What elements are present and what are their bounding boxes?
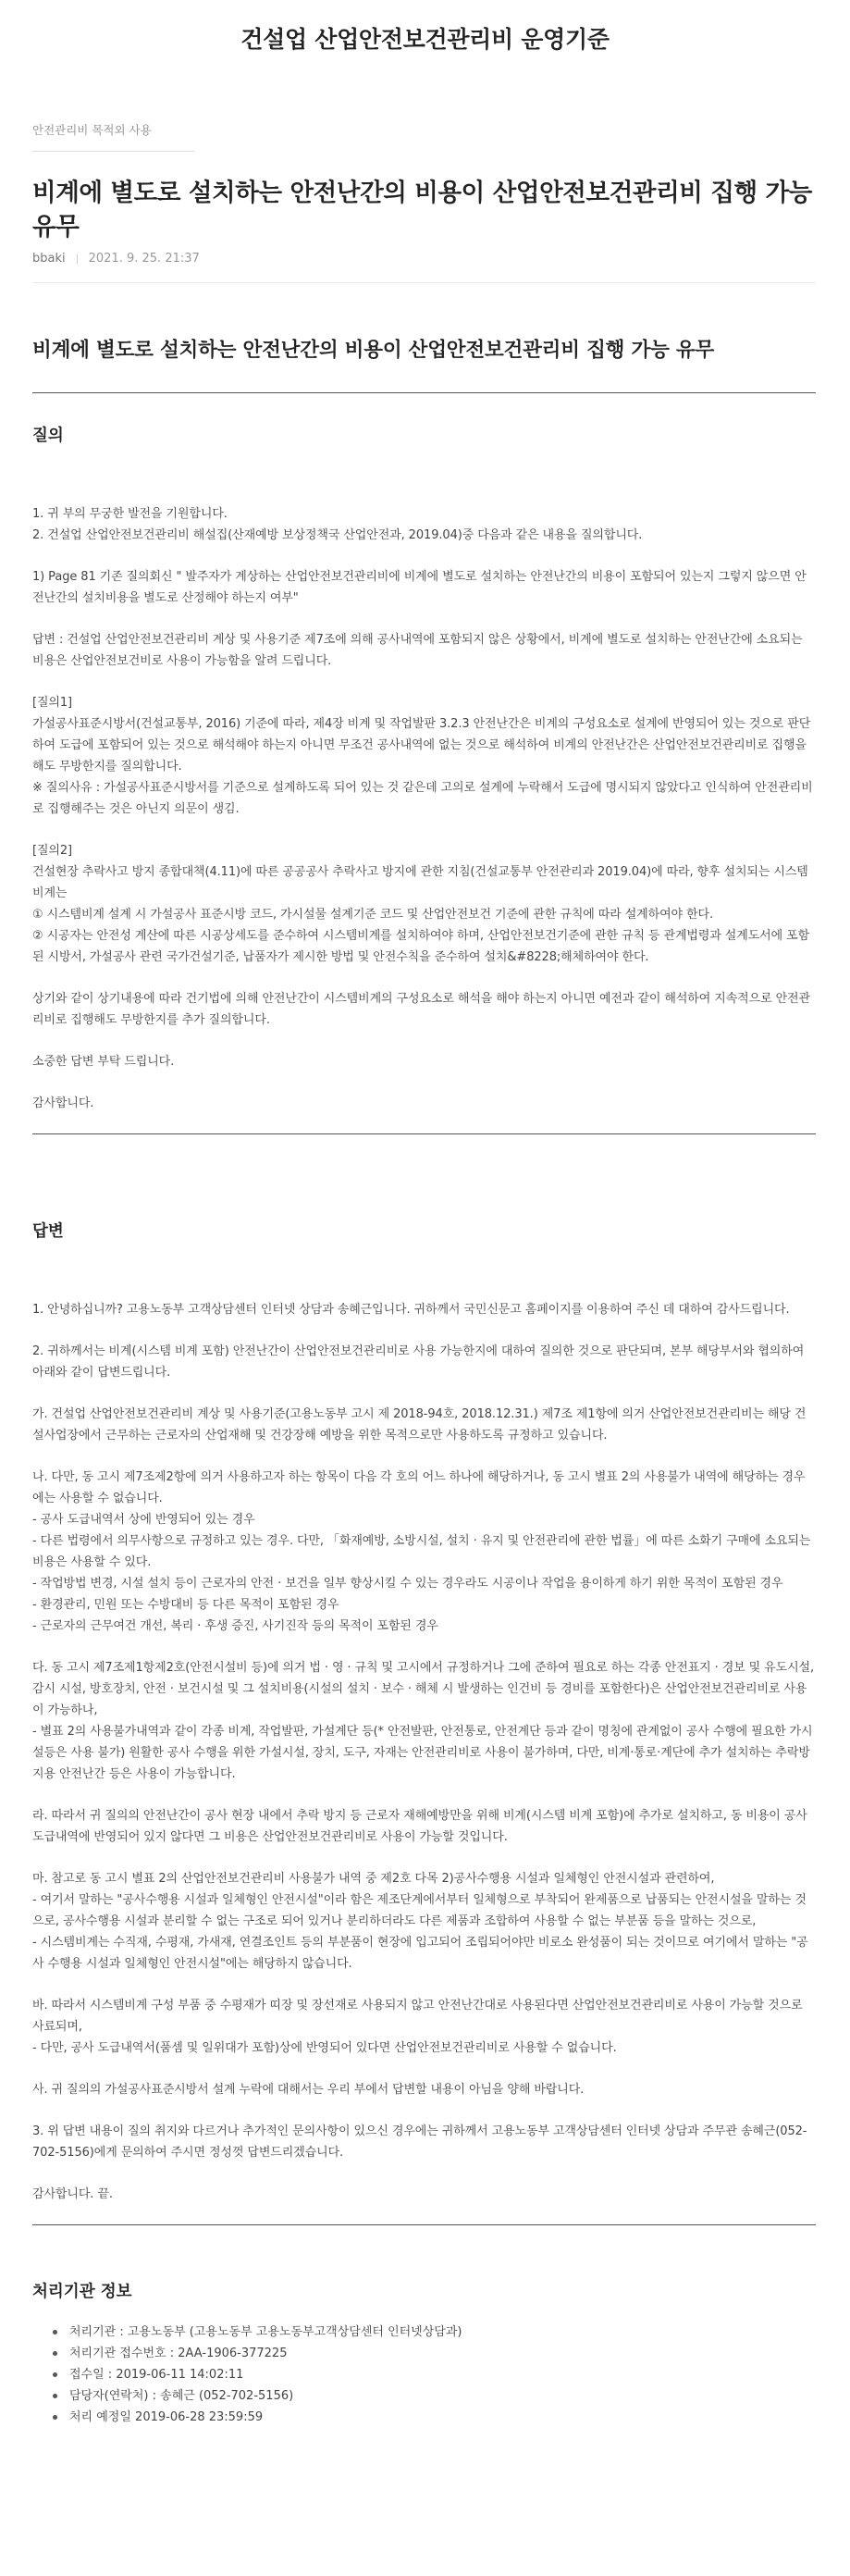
answer-line: - 시스템비계는 수직재, 수평재, 가새재, 연결조인트 등의 부분품이 현장에 입고되어 조립되어야만 비로소 완성품이 되는 것이므로 여기에서 말하는 "공사 수행용 시설과 일체형인 안전시설"에는 해당하지 않습니다. [32,1936,808,1971]
answer-line: 가. 건설업 산업안전보건관리비 계상 및 사용기준(고용노동부 고시 제 2018-94호, 2018.12.31.) 제7조 제1항에 의거 산업안전보건관리비는 해당 건설사업장에서 근무하는 근로자의 산업재해 및 건강장해 예방을 위한 목적으로만 사용하도록 규정하고 있습니다. [32,1407,807,1443]
question-line: 소중한 답변 부탁 드립니다. [32,1055,175,1069]
author-link[interactable]: bbaki [32,252,66,266]
answer-line: - 다만, 공사 도급내역서(품셈 및 일위대가 포함)상에 반영되어 있다면 산업안전보건관리비로 사용할 수 없습니다. [32,2041,617,2055]
answer-line: 다. 동 고시 제7조제1항제2호(안전시설비 등)에 의거 법 · 영 · 규칙 및 고시에서 규정하거나 그에 준하여 필요로 하는 각종 안전표지 · 경보 및 유도시설, 감시 시설, 방호장치, 안전 · 보건시설 및 그 설치비용(시설의 설치 · 보수 · 해체 시 발생하는 인건비 등 경비를 포함한다)은 산업안전보건관리비로 사용이 가능하나, [32,1661,815,1717]
post-date: 2021. 9. 25. 21:37 [88,252,200,266]
blog-title-link[interactable]: 건설업 산업안전보건관리비 운영기준 [240,26,610,53]
question-paragraph [32,503,816,546]
question-line: ② 시공자는 안전성 계산에 따른 시공상세도를 준수하여 시스템비계를 설치하여야 하며, 산업안전보건기준에 관한 규칙 등 관계법령과 설계도서에 포함된 시방서, 가설공사 관련 국가건설기준, 납품자가 제시한 방법 및 안전수칙을 준수하여 설치&#8228;해체하여야 한다. [32,929,810,964]
question-section [32,423,816,1134]
answer-line: - 별표 2의 사용불가내역과 같이 각종 비계, 작업발판, 가설계단 등(* 안전발판, 안전통로, 안전계단 등과 같이 명칭에 관계없이 공사 수행에 필요한 가시 설등은 사용 불가) 원활한 공사 수행을 위한 가설시설, 장치, 도구, 자재는 안전관리비로 사용이 불가하며, 다만, 비계·통로·계단에 추가 설치하는 추락방지용 안전난간 등은 사용이 가능합니다. [32,1725,813,1781]
category-link[interactable]: 안전관리비 목적외 사용 [32,123,152,137]
question-paragraph [32,692,816,820]
answer-line: 감사합니다. 끝. [32,2187,113,2201]
answer-line: 바. 따라서 시스템비계 구성 부품 중 수평재가 띠장 및 장선재로 사용되지 않고 안전난간대로 사용된다면 산업안전보건관리비로 사용이 가능할 것으로 사료되며, [32,1999,803,2034]
question-end-rule [32,1133,816,1134]
answer-line: - 여기서 말하는 "공사수행용 시설과 일체형인 안전시설"이라 함은 제조단계에서부터 일체형으로 부착되어 완제품으로 납품되는 안전시설을 말하는 것으로, 공사수행용 시설과 분리할 수 없는 구조로 되어 있거나 분리하더라도 다른 제품과 조합하여 사용할 수 없는 부분품 등을 말하는 것으로, [32,1893,807,1928]
agency-info-list [32,2322,816,2428]
question-line: ※ 질의사유 : 가설공사표준시방서를 기준으로 설계하도록 되어 있는 것 같은데 고의로 설계에 누락해서 도급에 명시되지 않았다고 인식하여 안전관리비로 집행해주는 것은 아닌지 의문이 생김. [32,781,813,816]
answer-line: - 근로자의 근무여건 개선, 복리 · 후생 증진, 사기진작 등의 목적이 포함된 경우 [32,1619,438,1633]
post-title: 비계에 별도로 설치하는 안전난간의 비용이 산업안전보건관리비 집행 가능 유무 [32,179,812,242]
answer-line: 라. 따라서 귀 질의의 안전난간이 공사 현장 내에서 추락 방지 등 근로자 재해예방만을 위해 비계(시스템 비계 포함)에 추가로 설치하고, 동 비용이 공사도급내역에 반영되어 있지 않다면 그 비용은 산업안전보건관리비로 사용이 가능할 것입니다. [32,1809,807,1844]
agency-info-heading: 처리기관 정보 [32,2283,132,2301]
answer-paragraph [32,2079,816,2100]
answer-line: 사. 귀 질의의 가설공사표준시방서 설계 누락에 대해서는 우리 부에서 답변할 내용이 아님을 양해 바랍니다. [32,2083,585,2097]
agency-info-item: 담당자(연락처) : 송혜근 (052-702-5156) [53,2385,816,2407]
answer-section [32,1219,816,2225]
document-heading: 비계에 별도로 설치하는 안전난간의 비용이 산업안전보건관리비 집행 가능 유무 [32,334,816,393]
answer-paragraph [32,1341,816,1383]
answer-line: 2. 귀하께서는 비계(시스템 비계 포함) 안전난간이 산업안전보건관리비로 사용 가능한지에 대하여 질의한 것으로 판단되며, 본부 해당부서와 협의하여 아래와 같이 답변드립니다. [32,1344,805,1380]
question-line: 답변 : 건설업 산업안전보건관리비 계상 및 사용기준 제7조에 의해 공사내역에 포함되지 않은 상황에서, 비계에 별도로 설치하는 안전난간에 소요되는 비용은 산업안전보건비로 사용이 가능함을 알려 드립니다. [32,633,803,668]
answer-heading: 답변 [32,1222,64,1241]
answer-paragraph [32,1805,816,1848]
agency-info-item: 접수일 : 2019-06-11 14:02:11 [53,2364,816,2385]
answer-line: 나. 다만, 동 고시 제7조제2항에 의거 사용하고자 하는 항목이 다음 각 호의 어느 하나에 해당하거나, 동 고시 별표 2의 사용불가 내역에 해당하는 경우에는 사용할 수 없습니다. [32,1470,806,1505]
question-paragraph [32,1093,816,1114]
meta-separator [32,282,816,283]
question-line: 상기와 같이 상기내용에 따라 건기법에 의해 안전난간이 시스템비계의 구성요소로 해석을 해야 하는지 아니면 예전과 같이 해석하여 지속적으로 안전관리비로 집행해도 무방한지를 추가 질의합니다. [32,992,810,1027]
answer-paragraph [32,1657,816,1785]
question-line: 감사합니다. [32,1096,94,1110]
post-article [0,120,850,2428]
answer-line: - 다른 법령에서 의무사항으로 규정하고 있는 경우. 다만, 「화재예방, 소방시설, 설치 · 유지 및 안전관리에 관한 법률」에 따른 소화기 구매에 소요되는 비용은 사용할 수 있다. [32,1534,811,1569]
question-line: 2. 건설업 산업안전보건관리비 해설집(산재예방 보상정책국 산업안전과, 2019.04)중 다음과 같은 내용을 질의합니다. [32,528,643,542]
category-bar [32,120,194,152]
answer-paragraph [32,1995,816,2059]
question-line: [질의1] [32,696,73,710]
answer-line: - 환경관리, 민원 또는 수방대비 등 다른 목적이 포함된 경우 [32,1598,339,1612]
question-paragraph [32,629,816,672]
answer-line: 3. 위 답변 내용이 질의 취지와 다르거나 추가적인 문의사항이 있으신 경우에는 귀하께서 고용노동부 고객상담센터 인터넷 상담과 주무관 송혜근(052-702-5156)에게 문의하여 주시면 정성껏 답변드리겠습니다. [32,2124,807,2160]
answer-paragraph [32,1299,816,1320]
agency-info-item: 처리 예정일 2019-06-28 23:59:59 [53,2407,816,2428]
agency-info-section [32,2279,816,2428]
answer-line: 마. 참고로 동 고시 별표 2의 산업안전보건관리비 사용불가 내역 중 제2호 다목 2)공사수행용 시설과 일체형인 안전시설과 관련하여, [32,1872,715,1886]
answer-paragraph [32,1404,816,1446]
question-line: 1. 귀 부의 무궁한 발전을 기원합니다. [32,507,228,521]
answer-line: 1. 안녕하십니까? 고용노동부 고객상담센터 인터넷 상담과 송혜근입니다. 귀하께서 국민신문고 홈페이지를 이용하여 주신 데 대하여 감사드립니다. [32,1303,790,1317]
question-line: 가설공사표준시방서(건설교통부, 2016) 기준에 따라, 제4장 비계 및 작업발판 3.2.3 안전난간은 비계의 구성요소로 설계에 반영되어 있는 것으로 판단하여 도급에 포함되어 있는 것으로 해석해야 하는지 아니면 무조건 공사내역에 없는 것으로 해석하여 비계의 안전난간은 산업안전보건관리비로 집행을 해도 무방한지를 질의합니다. [32,717,811,774]
agency-info-item: 처리기관 접수번호 : 2AA-1906-377225 [53,2343,816,2364]
question-paragraph [32,840,816,968]
answer-paragraph [32,1467,816,1637]
question-line: ① 시스템비계 설계 시 가설공사 표준시방 코드, 가시설물 설계기준 코드 및 산업안전보건 기준에 관한 규칙에 따라 설계하여야 한다. [32,908,713,922]
answer-end-rule [32,2224,816,2225]
post-meta [32,252,816,266]
answer-line: - 공사 도급내역서 상에 반영되어 있는 경우 [32,1513,255,1527]
question-line: 1) Page 81 기존 질의회신 " 발주자가 계상하는 산업안전보건관리비에 비계에 별도로 설치하는 안전난간의 비용이 포함되어 있는지 그렇지 않으면 안전난간의 설치비용을 별도로 산정해야 하는지 여부" [32,570,807,605]
answer-paragraph [32,1868,816,1975]
answer-line: - 작업방법 변경, 시설 설치 등이 근로자의 안전 · 보건을 일부 향상시킬 수 있는 경우라도 시공이나 작업을 용이하게 하기 위한 목적이 포함된 경우 [32,1577,783,1591]
question-paragraph [32,566,816,609]
answer-paragraph [32,2184,816,2205]
question-line: [질의2] [32,844,73,858]
question-line: 건설현장 추락사고 방지 종합대책(4.11)에 따른 공공공사 추락사고 방지에 관한 지침(건설교통부 안전관리과 2019.04)에 따라, 향후 설치되는 시스템비계는 [32,865,808,900]
agency-info-item: 처리기관 : 고용노동부 (고용노동부 고용노동부고객상담센터 인터넷상담과) [53,2322,816,2343]
question-paragraph [32,988,816,1031]
answer-paragraph [32,2121,816,2163]
question-paragraph [32,1051,816,1072]
question-heading: 질의 [32,427,64,445]
meta-divider [77,254,78,264]
blog-header [0,0,850,76]
answer-body [32,1299,816,2205]
question-body [32,503,816,1114]
